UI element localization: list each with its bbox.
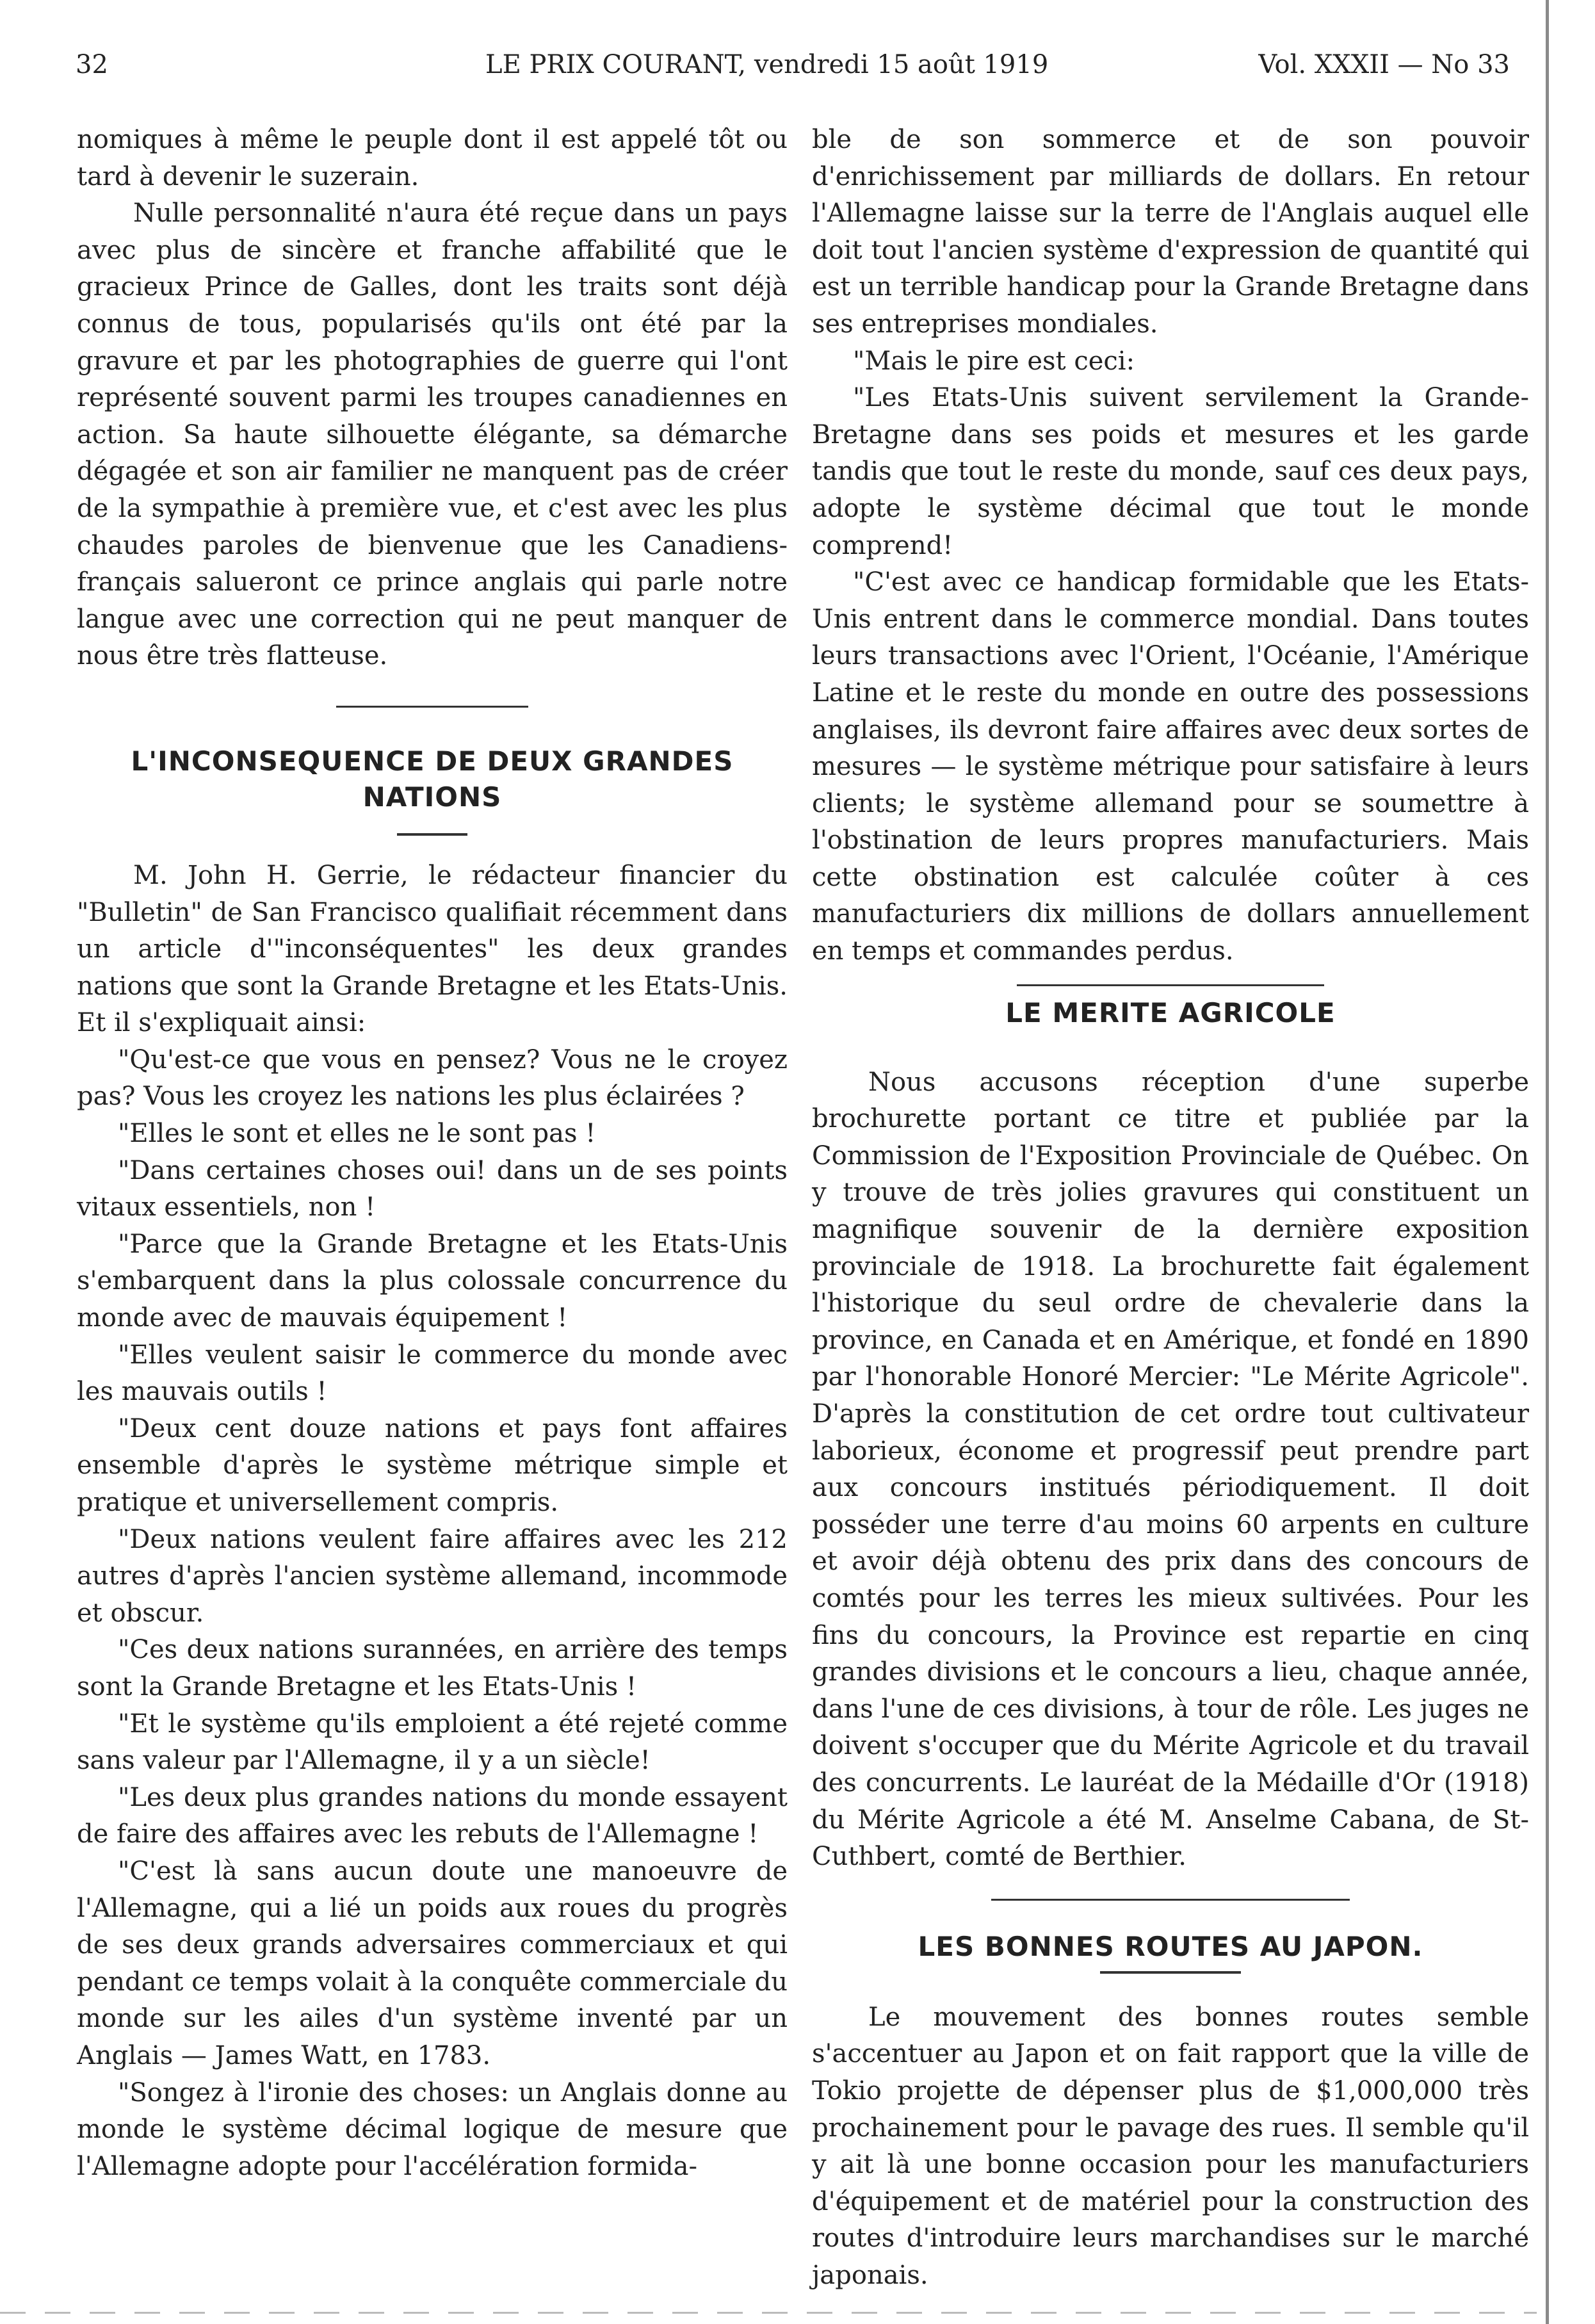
paragraph: "Deux cent douze nations et pays font affaires ensemble d'après le système métrique simple et pratique et universellement compris.: [77, 1413, 788, 1517]
section-title: LE MERITE AGRICOLE: [1005, 996, 1336, 1028]
paragraph: "Mais le pire est ceci:: [853, 346, 1135, 376]
page-number: 32: [76, 50, 108, 79]
paragraph: "Deux nations veulent faire affaires avec les 212 autres d'après l'ancien système allemand, incommode et obscur.: [77, 1524, 788, 1628]
title-underline: [1100, 1971, 1241, 1974]
paragraph: M. John H. Gerrie, le rédacteur financier du "Bulletin" de San Francisco qualifiait récemment dans un article d'"inconséquentes" les deux grandes nations que sont la Grande Bretagne et les Etats-Unis. Et il s'expliquait ainsi:: [77, 860, 788, 1038]
right-column: [812, 122, 1529, 2294]
section-title: LES BONNES ROUTES AU JAPON.: [918, 1930, 1423, 1962]
paragraph: nomiques à même le peuple dont il est appelé tôt ou tard à devenir le suzerain.: [77, 125, 788, 191]
paragraph: "C'est là sans aucun doute une manoeuvre de l'Allemagne, qui a lié un poids aux roues du progrès de ses deux grands adversaires commerciaux et qui pendant ce temps volait à la conquête commerciale du monde sur les ailes d'un système inventé par un Anglais — James Watt, en 1783.: [77, 1856, 788, 2070]
running-header: [76, 50, 1510, 88]
page-edge: [1546, 0, 1549, 2324]
section-divider: [336, 706, 528, 708]
paragraph: "Ces deux nations surannées, en arrière des temps sont la Grande Bretagne et les Etats-Unis !: [77, 1635, 788, 1702]
publication-title: LE PRIX COURANT, vendredi 15 août 1919: [485, 50, 1049, 79]
paragraph: "Les deux plus grandes nations du monde essayent de faire des affaires avec les rebuts de l'Allemagne !: [77, 1782, 788, 1849]
paragraph: "Elles le sont et elles ne le sont pas !: [118, 1119, 596, 1149]
paragraph: "Elles veulent saisir le commerce du monde avec les mauvais outils !: [77, 1340, 788, 1407]
section-divider: [1017, 984, 1324, 986]
section-divider: [991, 1899, 1350, 1901]
paragraph: "Qu'est-ce que vous en pensez? Vous ne le croyez pas? Vous les croyez les nations les plus éclairées ?: [77, 1044, 788, 1112]
article-title: L'INCONSEQUENCE DE DEUX GRANDES NATIONS: [131, 745, 734, 813]
volume-number: Vol. XXXII — No 33: [1258, 50, 1510, 79]
paragraph: Le mouvement des bonnes routes semble s'accentuer au Japon et on fait rapport que la ville de Tokio projette de dépenser plus de $1,000,000 très prochainement pour le pavage des rues. Il semble qu'il y ait là une bonne occasion pour les manufacturiers d'équipement et de matériel pour la construction des routes d'introduire leurs marchandises sur le marché japonais.: [812, 2002, 1529, 2290]
paragraph: "C'est avec ce handicap formidable que les Etats-Unis entrent dans le commerce mondial. Dans toutes leurs transactions avec l'Orient, l'Océanie, l'Amérique Latine et le reste du monde en outre des possessions anglaises, ils devront faire affaires avec deux sortes de mesures — le système métrique pour satisfaire à leurs clients; le système allemand pour se soumettre à l'obstination de leurs propres manufacturiers. Mais cette obstination est calculée coûter à ces manufacturiers dix millions de dollars annuellement en temps et commandes perdus.: [812, 567, 1529, 966]
paragraph: "Les Etats-Unis suivent servilement la Grande-Bretagne dans ses poids et mesures et les garde tandis que tout le reste du monde, sauf ces deux pays, adopte le système décimal que tout le monde comprend!: [812, 383, 1529, 560]
paragraph: "Et le système qu'ils emploient a été rejeté comme sans valeur par l'Allemagne, il y a un siècle!: [77, 1709, 788, 1776]
paragraph: "Dans certaines choses oui! dans un de ses points vitaux essentiels, non !: [77, 1155, 788, 1223]
paragraph: Nulle personnalité n'aura été reçue dans un pays avec plus de sincère et franche affabilité que le gracieux Prince de Galles, dont les traits sont déjà connus de tous, popularisés qu'ils ont été par la gravure et par les photographies de guerre qui l'ont représenté souvent parmi les troupes canadiennes en action. Sa haute silhouette élégante, sa démarche dégagée et son air familier ne manquent pas de créer de la sympathie à première vue, et c'est avec les plus chaudes paroles de bienvenue que les Canadiens-français salueront ce prince anglais qui parle notre langue avec une correction qui ne peut manquer de nous être très flatteuse.: [77, 199, 788, 671]
title-underline: [397, 833, 467, 836]
page-bottom-edge: [0, 2312, 1537, 2314]
paragraph: "Parce que la Grande Bretagne et les Etats-Unis s'embarquent dans la plus colossale concurrence du monde avec de mauvais équipement !: [77, 1229, 788, 1333]
paragraph: Nous accusons réception d'une superbe brochurette portant ce titre et publiée par la Commission de l'Exposition Provinciale de Québec. On y trouve de très jolies gravures qui constituent un magnifique souvenir de la dernière exposition provinciale de 1918. La brochurette fait également l'historique du seul ordre de chevalerie dans la province, en Canada et en Amérique, et fondé en 1890 par l'honorable Honoré Mercier: "Le Mérite Agricole". D'après la constitution de cet ordre tout cultivateur laborieux, économe et progressif peut prendre part aux concours institués périodiquement. Il doit posséder une terre d'au moins 60 arpents en culture et avoir déjà obtenu des prix dans des concours de comtés pour les terres les mieux sultivées. Pour les fins du concours, la Province est repartie en cinq grandes divisions et le concours a lieu, chaque année, dans l'une de ces divisions, à tour de rôle. Les juges ne doivent s'occuper que du Mérite Agricole et du travail des concurrents. Le lauréat de la Médaille d'Or (1918) du Mérite Agricole a été M. Anselme Cabana, de St-Cuthbert, comté de Berthier.: [812, 1067, 1529, 1872]
left-column: [77, 122, 788, 2185]
paragraph: ble de son sommerce et de son pouvoir d'enrichissement par milliards de dollars. En retour l'Allemagne laisse sur la terre de l'Anglais auquel elle doit tout l'ancien système d'expression de quantité qui est un terrible handicap pour la Grande Bretagne dans ses entreprises mondiales.: [812, 125, 1529, 339]
paragraph: "Songez à l'ironie des choses: un Anglais donne au monde le système décimal logique de mesure que l'Allemagne adopte pour l'accélération formida-: [77, 2077, 788, 2181]
